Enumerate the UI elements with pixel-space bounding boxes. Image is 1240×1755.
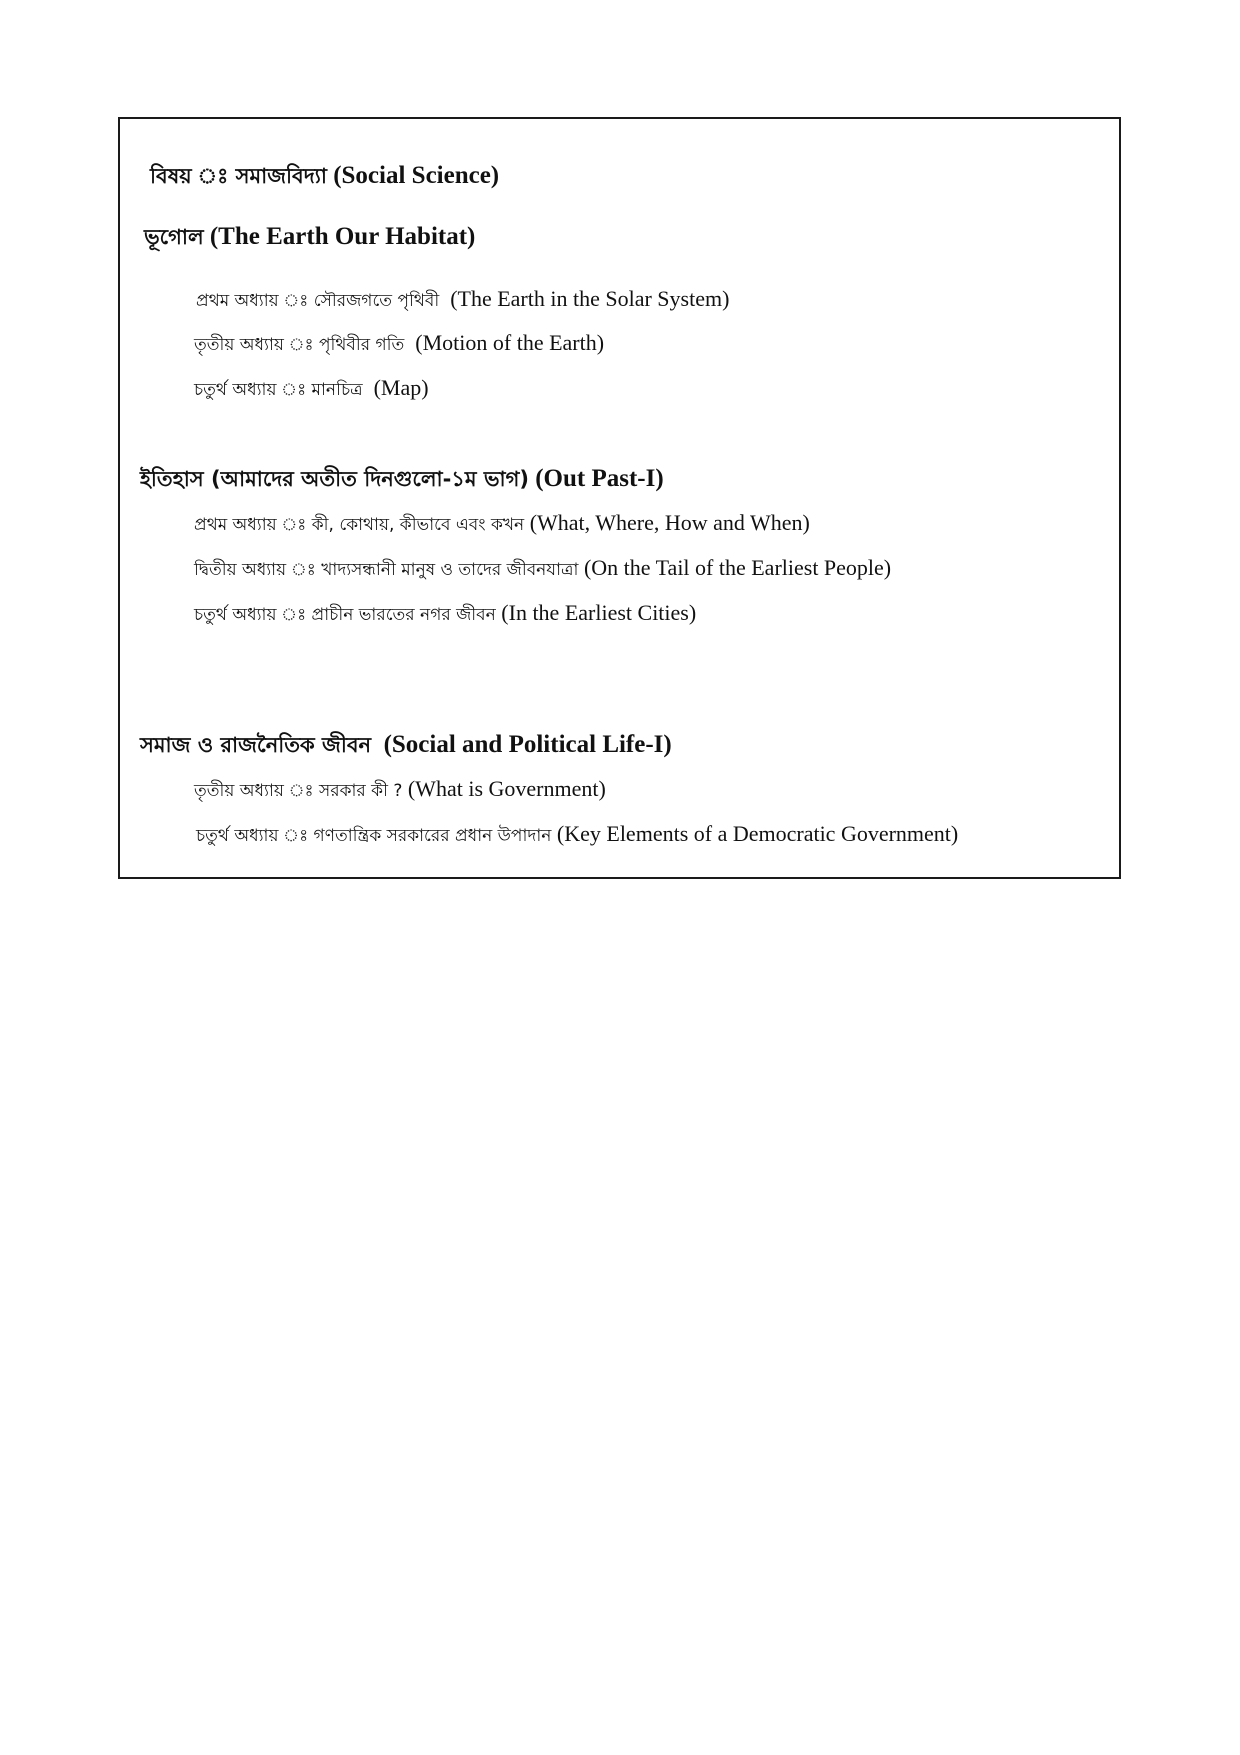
section-title-bengali: ভূগোল (144, 225, 204, 249)
chapter-english: (Motion of the Earth) (415, 330, 605, 355)
subject-bengali: বিষয় ঃ সমাজবিদ্যা (150, 164, 327, 188)
section-title-bengali: সমাজ ও রাজনৈতিক জীবন (140, 733, 372, 757)
chapter-english: (What is Government) (407, 776, 606, 801)
chapter-bengali: চতুর্থ অধ্যায় ঃ গণতান্ত্রিক সরকারের প্রধান উপাদান (196, 826, 552, 846)
chapter-bengali: প্রথম অধ্যায় ঃ কী, কোথায়, কীভাবে এবং কখন (194, 515, 525, 535)
section-title-english: (Out Past-I) (535, 465, 664, 492)
chapter-item (194, 330, 604, 360)
chapter-bengali: তৃতীয় অধ্যায় ঃ সরকার কী ? (194, 781, 403, 801)
chapter-english: (Key Elements of a Democratic Government) (556, 821, 959, 846)
chapter-item (194, 375, 429, 405)
section-title-english: (Social and Political Life-I) (383, 731, 672, 758)
chapter-bengali: তৃতীয় অধ্যায় ঃ পৃথিবীর গতি (194, 335, 405, 355)
chapter-english: (Map) (373, 375, 429, 400)
chapter-item (194, 776, 606, 806)
subject-heading (150, 160, 499, 195)
section-title-english: (The Earth Our Habitat) (209, 223, 476, 250)
chapter-bengali: চতুর্থ অধ্যায় ঃ মানচিত্র (194, 380, 363, 400)
chapter-bengali: প্রথম অধ্যায় ঃ সৌরজগতে পৃথিবী (196, 291, 440, 311)
chapter-bengali: চতুর্থ অধ্যায় ঃ প্রাচীন ভারতের নগর জীবন (194, 605, 496, 625)
chapter-bengali: দ্বিতীয় অধ্যায় ঃ খাদ্যসন্ধানী মানুষ ও তাদের জীবনযাত্রা (194, 560, 579, 580)
syllabus-box (118, 117, 1121, 879)
section-title-bengali: ইতিহাস (আমাদের অতীত দিনগুলো-১ম ভাগ) (140, 467, 529, 491)
section-history-title (140, 463, 664, 498)
subject-english: (Social Science) (333, 162, 500, 189)
chapter-item (194, 555, 891, 585)
chapter-item (194, 600, 696, 630)
section-political-life-title (140, 729, 672, 764)
chapter-english: (The Earth in the Solar System) (450, 286, 730, 311)
chapter-english: (What, Where, How and When) (529, 510, 810, 535)
chapter-english: (On the Tail of the Earliest People) (583, 555, 892, 580)
chapter-item (196, 821, 958, 851)
section-geography-title (144, 221, 475, 256)
chapter-english: (In the Earliest Cities) (501, 600, 697, 625)
chapter-item (196, 286, 729, 316)
chapter-item (194, 510, 810, 540)
